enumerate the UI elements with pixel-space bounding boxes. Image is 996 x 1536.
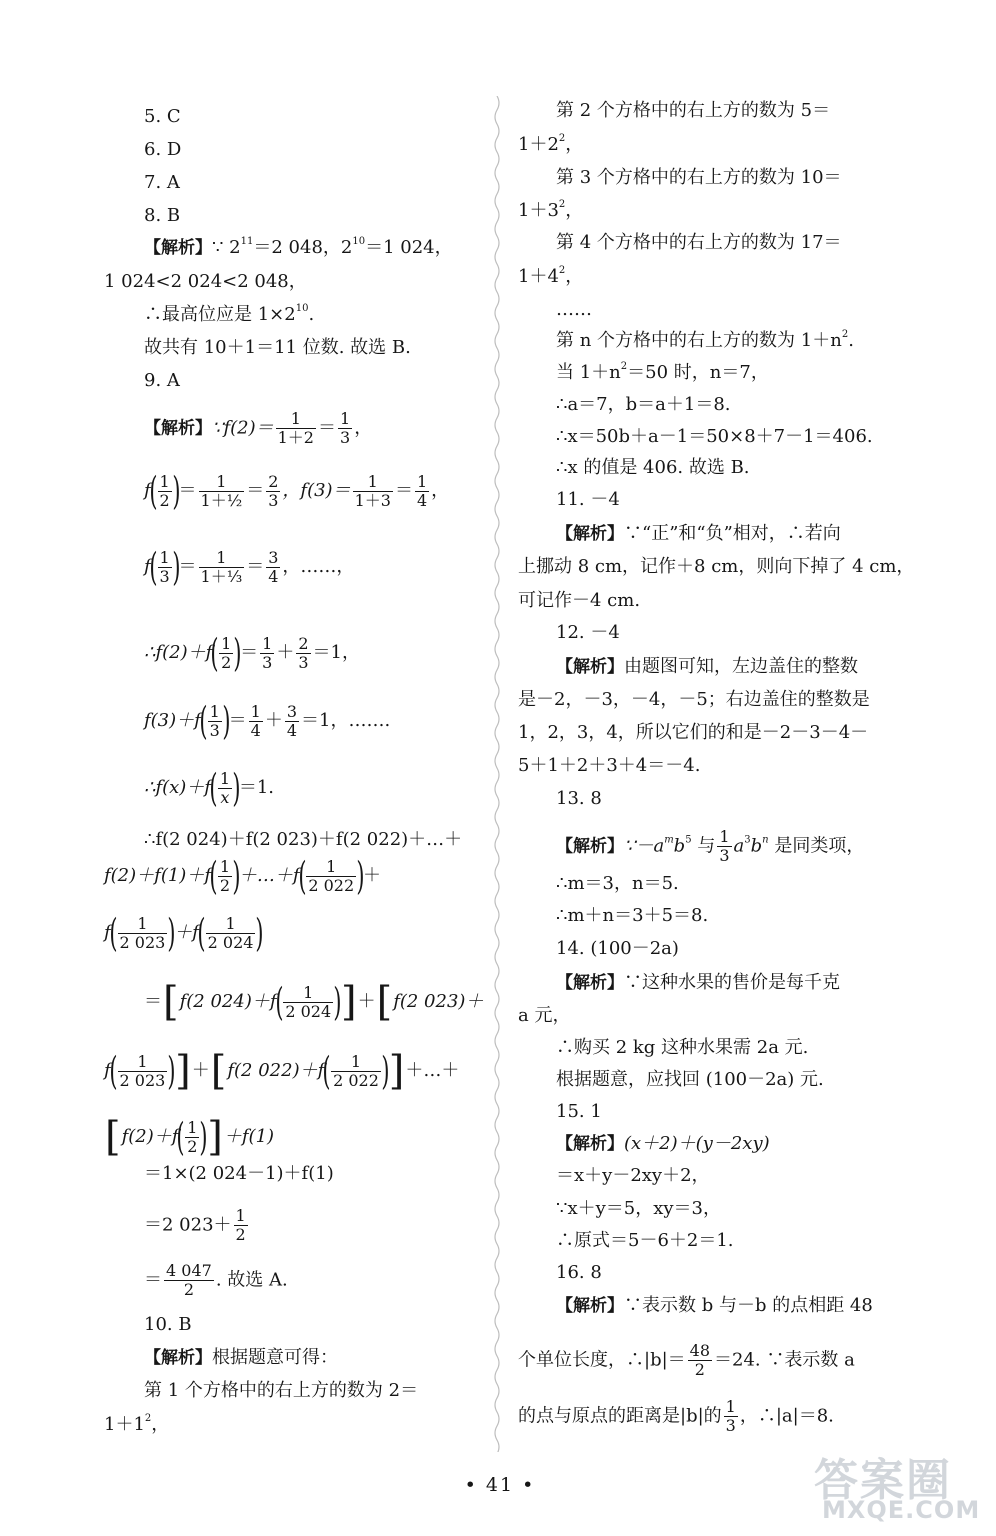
- answer-8: 8. B: [144, 205, 181, 226]
- q8-line-1: 【解析】∵ $2^{11}=2$ 048，$2^{10}=1$ 024，: [144, 236, 453, 258]
- q10-right-line-5: 第 4 个方格中的右上方的数为 17＝: [556, 232, 842, 253]
- q9-line-9: f( $\frac{1}{2 023}$ )＋f( $\frac{1}{2 024}$ ): [104, 911, 264, 955]
- q10-right-line-6: $1+4^2$，: [518, 265, 584, 287]
- q10-right-line-9: 当 $1+n^2=50$ 时，n＝7，: [556, 361, 769, 383]
- q16-line-3: 的点与原点的距离是|b|的 $\frac{1}{3}$ ，∴|a|＝8.: [518, 1397, 834, 1435]
- q9-line-15: ＝ $\frac{4 047}{2}$ . 故选 A.: [144, 1261, 288, 1299]
- answer-6: 6. D: [144, 139, 182, 160]
- jiexi-label: 【解析】: [144, 238, 212, 258]
- q10-right-line-7: ……: [556, 299, 592, 320]
- q16-line-2: 个单位长度，∴|b|＝ $\frac{48}{2}$ ＝24. ∵表示数 a: [518, 1341, 855, 1379]
- page-number: • 41 •: [464, 1474, 536, 1496]
- watermark-logo: 答案圈 MXQE.COM: [814, 1455, 981, 1524]
- q15-line-3: ∵x＋y＝5，xy＝3，: [556, 1198, 721, 1219]
- answer-5: 5. C: [144, 106, 181, 127]
- q10-right-line-10: ∴a＝7，b＝a＋1＝8.: [556, 394, 731, 415]
- answer-15: 15. 1: [556, 1101, 602, 1122]
- q15-line-1: 【解析】(x＋2)＋(y－2xy): [556, 1133, 770, 1154]
- q8-line-4: 故共有 10＋1＝11 位数. 故选 B.: [144, 337, 411, 358]
- q14-line-3: ∴购买 2 kg 这种水果需 2a 元.: [556, 1037, 809, 1058]
- q10-right-line-1: 第 2 个方格中的右上方的数为 5＝: [556, 100, 831, 121]
- q10-right-line-2: $1+2^2$，: [518, 133, 584, 155]
- answer-13: 13. 8: [556, 788, 602, 809]
- q8-line-3: ∴最高位应是 $1\times 2^{10}$.: [144, 303, 315, 325]
- q12-line-1: 【解析】由题图可知，左边盖住的整数: [556, 656, 858, 677]
- q13-line-1: 【解析】$\because-a^mb^5$ 与 $\frac{1}{3}$ $a^3b^n$ 是同类项，: [556, 827, 865, 865]
- answer-16: 16. 8: [556, 1262, 602, 1283]
- q9-line-11: f( $\frac{1}{2 023}$ )]＋[f(2 022)＋f( $\frac{1}{2 022}$ )]＋…＋: [104, 1048, 460, 1094]
- q10-right-line-12: ∴x 的值是 406. 故选 B.: [556, 457, 750, 478]
- q12-line-3: 1，2，3，4，所以它们的和是－2－3－4－: [518, 722, 869, 743]
- q9-line-7: ∴f(2 024)＋f(2 023)＋f(2 022)＋…＋: [144, 829, 463, 850]
- q11-line-2: 上挪动 8 cm，记作＋8 cm，则向下掉了 4 cm，: [518, 556, 915, 577]
- q10-right-line-8: 第 n 个方格中的右上方的数为 $1+n^2$.: [556, 329, 854, 351]
- q9-line-8: f(2)＋f(1)＋f( $\frac{1}{2}$ )＋…＋f( $\frac{1}{2 022}$ )＋: [104, 854, 381, 898]
- q10-right-line-11: ∴x＝50b＋a－1＝50×8＋7－1＝406.: [556, 426, 873, 447]
- q16-line-1: 【解析】∵表示数 b 与－b 的点相距 48: [556, 1295, 873, 1316]
- q10-right-line-4: $1+3^2$，: [518, 199, 584, 221]
- q9-line-14: ＝2 023＋ $\frac{1}{2}$: [144, 1206, 246, 1244]
- q10-line-1: 【解析】根据题意可得：: [144, 1347, 338, 1368]
- q11-line-3: 可记作－4 cm.: [518, 590, 641, 611]
- q15-line-4: ∴原式＝5－6＋2＝1.: [556, 1230, 734, 1251]
- q9-line-10: ＝[f(2 024)＋f( $\frac{1}{2 024}$ )]＋[f(2 023)＋: [144, 979, 484, 1025]
- answer-12: 12. －4: [556, 622, 620, 643]
- answer-10: 10. B: [144, 1314, 192, 1335]
- q9-line-13: ＝1×(2 024－1)＋f(1): [144, 1163, 334, 1184]
- q9-line-12: [f(2)＋f( $\frac{1}{2}$ )]＋f(1): [105, 1114, 275, 1160]
- q10-line-3: $1+1^2$，: [104, 1413, 170, 1435]
- column-divider: [492, 96, 502, 1452]
- q13-line-2: ∴m＝3，n＝5.: [556, 873, 679, 894]
- q14-line-4: 根据题意，应找回 (100－2a) 元.: [556, 1069, 824, 1090]
- answer-9: 9. A: [144, 370, 180, 391]
- q9-line-5: f(3)＋f( $\frac{1}{3}$ )＝ $\frac{1}{4}$ ＋ $\frac{3}{4}$ ＝1，…….: [144, 699, 391, 743]
- q15-line-2: ＝x＋y－2xy＋2，: [556, 1165, 710, 1186]
- q14-line-1: 【解析】∵这种水果的售价是每千克: [556, 972, 840, 993]
- q10-right-line-3: 第 3 个方格中的右上方的数为 10＝: [556, 167, 842, 188]
- q14-line-2: a 元，: [518, 1005, 571, 1026]
- q11-line-1: 【解析】∵“正”和“负”相对，∴若向: [556, 523, 841, 544]
- q9-line-6: ∴f(x)＋f( $\frac{1}{x}$ )＝1.: [144, 766, 275, 810]
- q13-line-3: ∴m＋n＝3＋5＝8.: [556, 905, 709, 926]
- q10-line-2: 第 1 个方格中的右上方的数为 2＝: [144, 1380, 419, 1401]
- answer-11: 11. －4: [556, 489, 620, 510]
- q12-line-4: 5＋1＋2＋3＋4＝－4.: [518, 755, 701, 776]
- q12-line-2: 是－2，－3，－4，－5；右边盖住的整数是: [518, 689, 870, 710]
- q9-line-4: ∴f(2)＋f( $\frac{1}{2}$ )＝ $\frac{1}{3}$ ＋ $\frac{2}{3}$ ＝1，: [144, 631, 360, 675]
- q9-line-1: 【解析】∵f(2)＝ $\frac{1}{1+2}$ ＝ $\frac{1}{3}$ ，: [144, 409, 373, 447]
- answer-14: 14. (100－2a): [556, 938, 679, 959]
- q8-line-2: 1 024<2 024<2 048，: [104, 271, 307, 292]
- q9-line-2: f( $\frac{1}{2}$ )＝ $\frac{1}{\text{1＋½}}$ ＝ $\frac{2}{3}$ ，f(3)＝ $\frac{1}{1+3}$ ＝ $\frac{1}{4}$ ，: [144, 469, 450, 513]
- q9-line-3: f( $\frac{1}{3}$ )＝ $\frac{1}{\text{1＋⅓}}$ ＝ $\frac{3}{4}$ ，……，: [144, 545, 355, 589]
- answer-7: 7. A: [144, 172, 180, 193]
